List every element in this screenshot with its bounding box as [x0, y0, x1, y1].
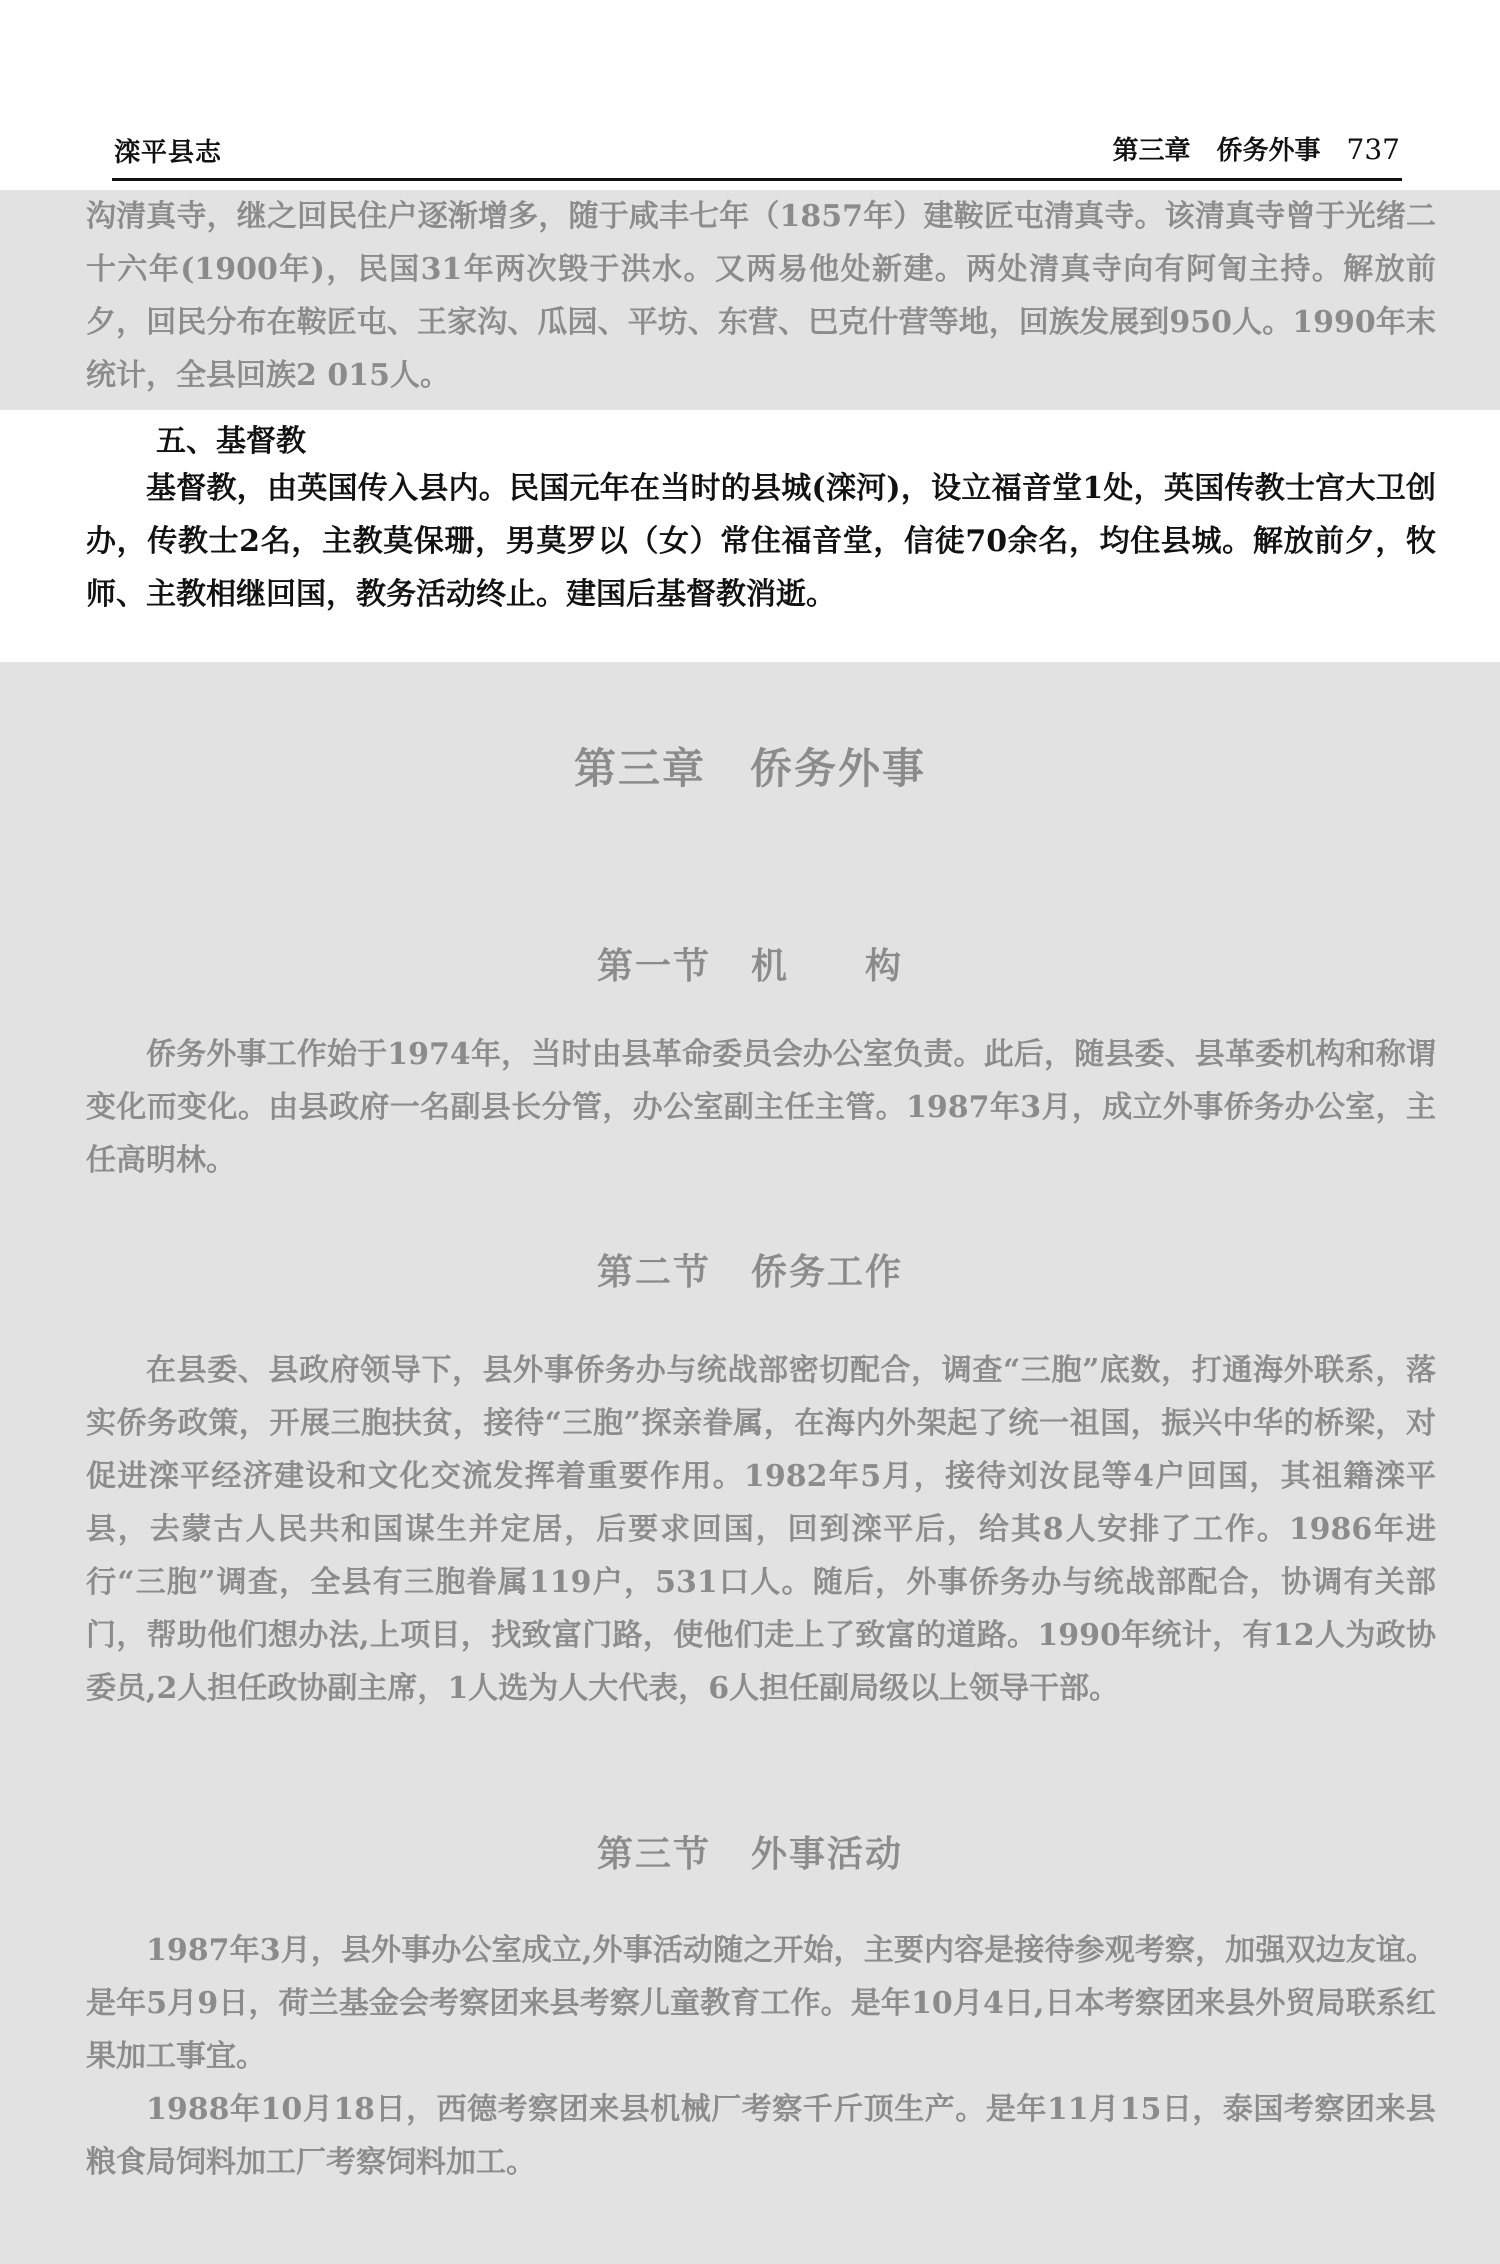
section-2-paragraph: 在县委、县政府领导下，县外事侨务办与统战部密切配合，调查“三胞”底数，打通海外联系，落实侨务政策，开展三胞扶贫，接待“三胞”探亲眷属，在海内外架起了统一祖国，振兴中华的桥梁，对促进滦平经济建设和文化交流发挥着重要作用。1982年5月，接待刘汝昆等4户回国，其祖籍滦平县，去蒙古人民共和国谋生并定居，后要求回国，回到滦平后，给其8人安排了工作。1986年进行“三胞”调查，全县有三胞眷属119户，531口人。随后，外事侨务办与统战部配合，协调有关部门，帮助他们想办法,上项目，找致富门路，使他们走上了致富的道路。1990年统计，有12人为政协委员,2人担任政协副主席，1人选为人大代表，6人担任副局级以上领导干部。	[86, 1353, 1436, 1706]
section-title-1	[0, 938, 1500, 989]
section-1-paragraph: 侨务外事工作始于1974年，当时由县革命委员会办公室负责。此后，随县委、县革委机构和称谓变化而变化。由县政府一名副县长分管，办公室副主任主管。1987年3月，成立外事侨务办公室，主任高明林。	[86, 1037, 1436, 1178]
section-3-paragraph-2: 1988年10月18日，西德考察团来县机械厂考察千斤顶生产。是年11月15日，泰国考察团来县粮食局饲料加工厂考察饲料加工。	[86, 2092, 1436, 2180]
chapter-title: 第三章 侨务外事	[573, 744, 926, 793]
section-heading-christianity: 五、基督教	[156, 424, 306, 459]
section-3-paragraph-1: 1987年3月，县外事办公室成立,外事活动随之开始，主要内容是接待参观考察，加强双边友谊。是年5月9日，荷兰基金会考察团来县考察儿童教育工作。是年10月4日,日本考察团来县外贸局联系红果加工事宜。	[86, 1933, 1436, 2074]
section-3-name: 外事活动	[751, 1834, 904, 1875]
section-title-3	[0, 1826, 1500, 1877]
section-title-2	[0, 1244, 1500, 1295]
book-title: 滦平县志	[114, 138, 223, 168]
section-2-number: 第二节	[596, 1252, 711, 1293]
section-2-name: 侨务工作	[751, 1252, 904, 1293]
page-header	[112, 118, 1402, 181]
topic-label: 侨务外事	[1216, 136, 1321, 166]
top-paragraph: 沟清真寺，继之回民住户逐渐增多，随于咸丰七年（1857年）建鞍匠屯清真寺。该清真寺曾于光绪二十六年(1900年)，民国31年两次毁于洪水。又两易他处新建。两处清真寺向有阿訇主持。解放前夕，回民分布在鞍匠屯、王家沟、瓜园、平坊、东营、巴克什营等地，回族发展到950人。1990年末统计，全县回族2 015人。	[86, 199, 1436, 393]
chapter-label: 第三章	[1112, 136, 1191, 166]
christianity-paragraph: 基督教，由英国传入县内。民国元年在当时的县城(滦河)，设立福音堂1处，英国传教士宫大卫创办，传教士2名，主教莫保珊，男莫罗以（女）常住福音堂，信徒70余名，均住县城。解放前夕，牧师、主教相继回国，教务活动终止。建国后基督教消逝。	[86, 471, 1436, 612]
section-1-name: 机 构	[751, 946, 904, 987]
running-head	[1087, 130, 1400, 167]
section-3-number: 第三节	[596, 1834, 711, 1875]
section-1-number: 第一节	[596, 946, 711, 987]
page-number: 737	[1346, 133, 1400, 166]
